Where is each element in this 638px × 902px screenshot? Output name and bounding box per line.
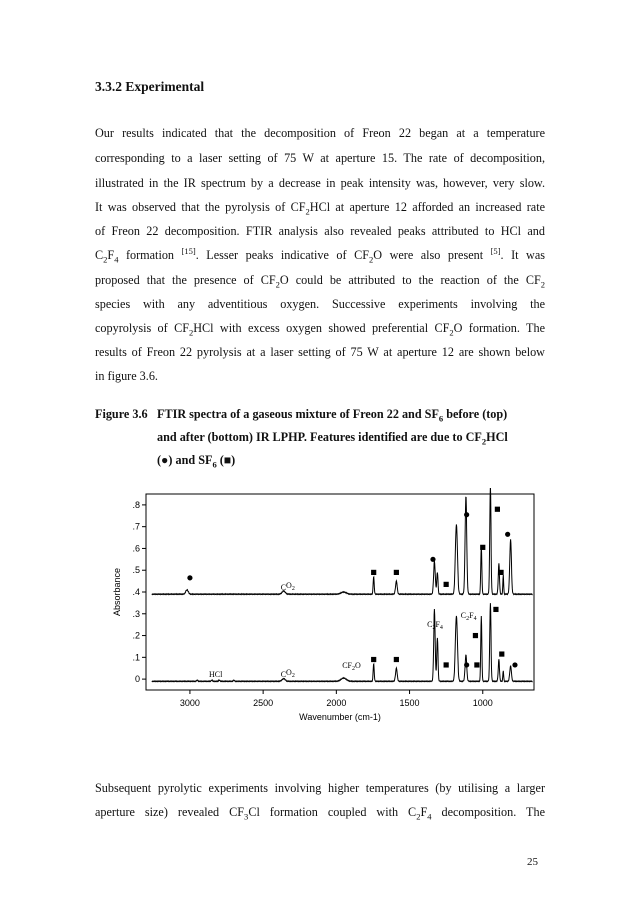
y-tick-label: .8: [132, 499, 140, 510]
cf2hcl-marker: [430, 557, 435, 562]
y-tick-label: .1: [132, 652, 140, 663]
text-line: corresponding to a laser setting of 75 W at aperture 15. The rate of decomposition,: [95, 151, 545, 165]
text-line: copyrolysis of $CF_2HCl$ with excess oxygen showed preferential $CF_2O$ formation. The: [95, 321, 545, 338]
ftir-spectrum-chart: [104, 488, 544, 733]
text-line: in figure 3.6.: [95, 369, 158, 383]
sf6-marker: [495, 507, 500, 512]
y-tick-label: .6: [132, 543, 140, 554]
sf6-marker: [394, 570, 399, 575]
page-number: 25: [527, 856, 538, 868]
x-tick-label: 2500: [253, 698, 274, 708]
figure-label: Figure 3.6: [95, 407, 148, 421]
x-axis-label: Wavenumber (cm-1): [299, 712, 381, 722]
peak-annotation: $CO_2$: [280, 580, 295, 592]
spectrum-line-before: [152, 488, 533, 595]
peak-annotation: $CO_2$: [280, 667, 295, 679]
text-line: aperture size) revealed $CF_3Cl$ formation coupled with $C_2F_4$ decomposition. The: [95, 805, 545, 822]
cf2hcl-marker: [505, 532, 510, 537]
caption-line: (●) and $SF_6$ (■): [157, 453, 236, 470]
sf6-marker: [473, 633, 478, 638]
text-line: $C_2F_4$ formation [15]. Lesser peaks indicative of $CF_2O$ were also present [5]. It was: [95, 245, 546, 265]
x-tick-label: 3000: [179, 698, 200, 708]
cf2hcl-marker: [464, 512, 469, 517]
sf6-marker: [371, 657, 376, 662]
cf2hcl-marker: [512, 662, 517, 667]
text-line: It was observed that the pyrolysis of $CF_2HCl$ at aperture 12 afforded an increased rate: [95, 200, 545, 217]
y-tick-label: .5: [132, 565, 140, 576]
x-tick-label: 2000: [326, 698, 347, 708]
peak-annotation: HCl: [208, 669, 223, 679]
text-line: Subsequent pyrolytic experiments involving higher temperatures (by utilising a larger: [95, 781, 545, 795]
sf6-marker: [493, 607, 498, 612]
sf6-marker: [371, 570, 376, 575]
y-tick-label: .7: [132, 521, 140, 532]
sf6-marker: [394, 657, 399, 662]
peak-annotation: $C_2F_4$: [427, 619, 443, 631]
peak-annotation: $C_2F_4$: [460, 611, 477, 623]
text-line: Our results indicated that the decomposition of Freon 22 began at a temperature: [95, 126, 545, 140]
sf6-marker: [499, 651, 504, 656]
y-tick-label: .4: [132, 587, 140, 597]
text-line: proposed that the presence of $CF_2O$ could be attributed to the reaction of the $CF_2$: [95, 273, 546, 290]
text-line: species with any adventitious oxygen. Successive experiments involving the: [95, 297, 545, 311]
peak-annotation: $CF_2O$: [342, 661, 361, 673]
cf2hcl-marker: [464, 662, 469, 667]
text-line: illustrated in the IR spectrum by a decrease in peak intensity was, however, very slow.: [95, 176, 545, 190]
plot-frame: [146, 494, 534, 690]
y-tick-label: .3: [132, 608, 140, 619]
text-line: of Freon 22 decomposition. FTIR analysis also revealed peaks attributed to HCl and: [95, 224, 545, 238]
caption-line: and after (bottom) IR LPHP. Features identified are due to $CF_2HCl$: [157, 430, 508, 447]
y-tick-label: 0: [134, 674, 140, 685]
sf6-marker: [498, 570, 503, 575]
sf6-marker: [474, 662, 479, 667]
cf2hcl-marker: [187, 575, 192, 580]
y-axis-label: Absorbance: [112, 567, 122, 617]
text-line: results of Freon 22 pyrolysis at a laser setting of 75 W at aperture 12 are shown below: [95, 345, 545, 359]
x-tick-label: 1000: [472, 698, 493, 708]
sf6-marker: [444, 662, 449, 667]
sf6-marker: [480, 545, 485, 550]
x-tick-label: 1500: [399, 698, 420, 708]
y-tick-label: .2: [132, 630, 140, 641]
sf6-marker: [444, 582, 449, 587]
caption-line: FTIR spectra of a gaseous mixture of Freon 22 and $SF_6$ before (top): [157, 407, 508, 424]
section-heading: 3.3.2 Experimental: [95, 79, 205, 94]
